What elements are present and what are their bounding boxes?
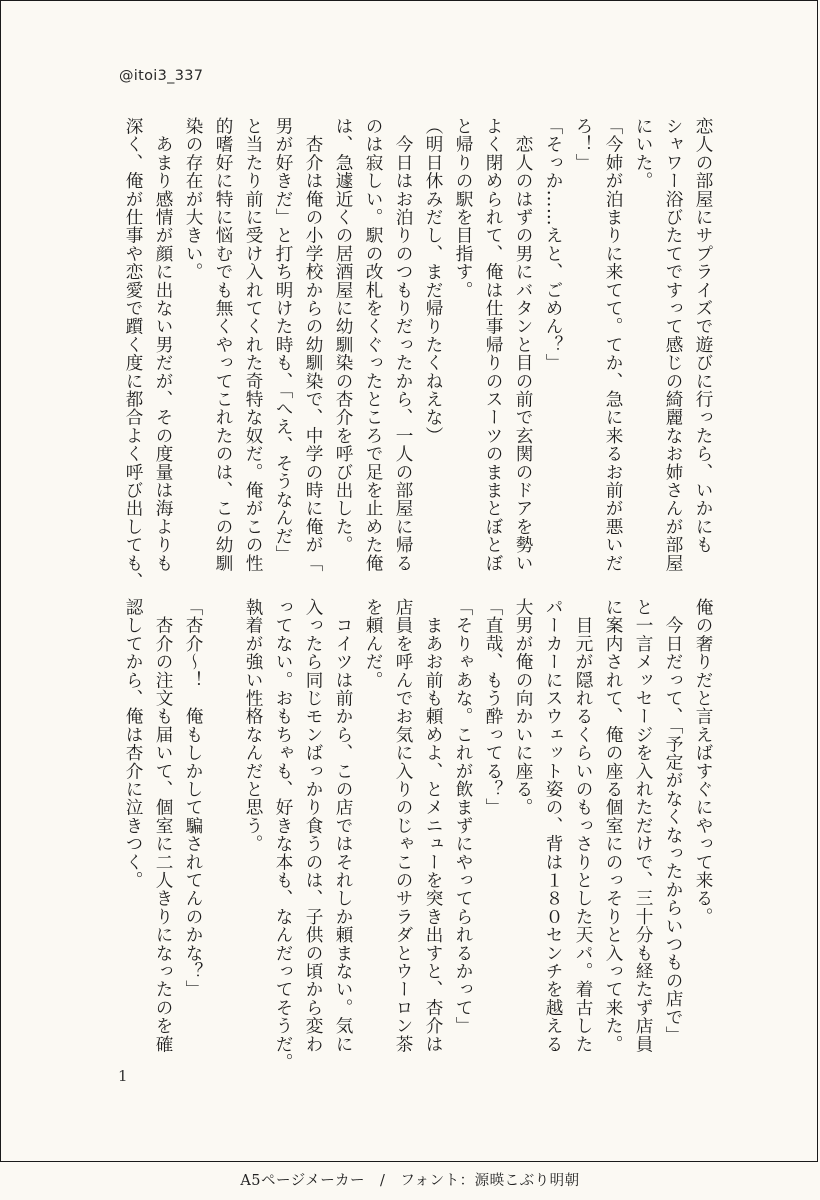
- text-line: と帰りの駅を目指す。: [453, 117, 473, 299]
- text-line: 恋人のはずの男にバタンと目の前で玄関のドアを勢い: [513, 117, 533, 572]
- text-line: は、急遽近くの居酒屋に幼馴染の杏介を呼び出した。: [333, 117, 353, 554]
- text-line: ろ！」: [573, 117, 593, 172]
- blank-line: [208, 598, 238, 1068]
- text-line: 杏介の注文も届いて、個室に二人きりになったのを確: [153, 598, 173, 1053]
- text-line: 店員を呼んでお気に入りのじゃこのサラダとウーロン茶: [393, 598, 413, 1053]
- text-line: （明日休みだし、まだ帰りたくねえな）: [423, 117, 443, 445]
- text-line: よく閉められて、俺は仕事帰りのスーツのままとぼとぼ: [483, 117, 503, 572]
- upper-text-block: [118, 117, 718, 591]
- text-line: を頼んだ。: [363, 598, 383, 689]
- text-line: ってない。おもちゃも、好きな本も、なんだってそうだ。: [273, 598, 293, 1072]
- lower-text-block: [118, 598, 718, 1072]
- author-handle: @itoi3_337: [119, 68, 204, 84]
- text-line: 「そりゃあな。これが飲まずにやってられるかって」: [453, 598, 473, 1035]
- text-line: 「そっか……えと、ごめん？」: [543, 117, 563, 372]
- text-line: 恋人の部屋にサプライズで遊びに行ったら、いかにも: [693, 117, 713, 554]
- text-line: 「今姉が泊まりに来てて。てか、急に来るお前が悪いだ: [603, 117, 623, 572]
- text-line: 杏介は俺の小学校からの幼馴染で、中学の時に俺が「: [303, 117, 323, 572]
- text-line: 目元が隠れるくらいのもっさりとした天パ。着古した: [573, 598, 593, 1053]
- page-number: 1: [118, 1067, 128, 1085]
- text-line: 男が好きだ」と打ち明けた時も、「へえ、そうなんだ」: [273, 117, 293, 564]
- text-line: 入ったら同じモンばっかり食うのは、子供の頃から変わ: [303, 598, 323, 1053]
- text-line: コイツは前から、この店ではそれしか頼まない。気に: [333, 598, 353, 1053]
- text-line: 今日はお泊りのつもりだったから、一人の部屋に帰る: [393, 117, 413, 572]
- text-line: のは寂しい。駅の改札をくぐったところで足を止めた俺: [363, 117, 383, 572]
- text-line: 俺の奢りだと言えばすぐにやって来る。: [693, 598, 713, 926]
- text-line: 「直哉、もう酔ってる？」: [483, 598, 503, 817]
- text-line: まあお前も頼めよ、とメニューを突き出すと、杏介は: [423, 598, 443, 1053]
- text-line: パーカーにスウェット姿の、背は１８０センチを越える: [543, 598, 563, 1053]
- text-line: 深く、俺が仕事や恋愛で躓く度に都合よく呼び出しても、: [123, 117, 143, 591]
- text-line: 染の存在が大きい。: [183, 117, 203, 281]
- text-line: 大男が俺の向かいに座る。: [513, 598, 533, 817]
- text-line: に案内されて、俺の座る個室にのっそりと入って来た。: [603, 598, 623, 1053]
- text-line: と当たり前に受け入れてくれた奇特な奴だ。俺がこの性: [243, 117, 263, 572]
- footer-credit: A5ページメーカー / フォント：源暎こぶり明朝: [240, 1173, 580, 1189]
- text-line: 今日だって、「予定がなくなったからいつもの店で」: [663, 598, 683, 1045]
- text-line: 執着が強い性格なんだと思う。: [243, 598, 263, 853]
- text-line: 「杏介～！ 俺もしかして騙されてんのかな？」: [183, 598, 203, 999]
- text-line: 的嗜好に特に悩むでも無くやってこれたのは、この幼馴: [213, 117, 233, 572]
- text-line: シャワー浴びたてですって感じの綺麗なお姉さんが部屋: [663, 117, 683, 572]
- text-line: 認してから、俺は杏介に泣きつく。: [123, 598, 143, 890]
- text-line: と一言メッセージを入れただけで、三十分も経たず店員: [633, 598, 653, 1053]
- text-line: あまり感情が顔に出ない男だが、その度量は海よりも: [153, 117, 173, 572]
- text-line: にいた。: [633, 117, 653, 190]
